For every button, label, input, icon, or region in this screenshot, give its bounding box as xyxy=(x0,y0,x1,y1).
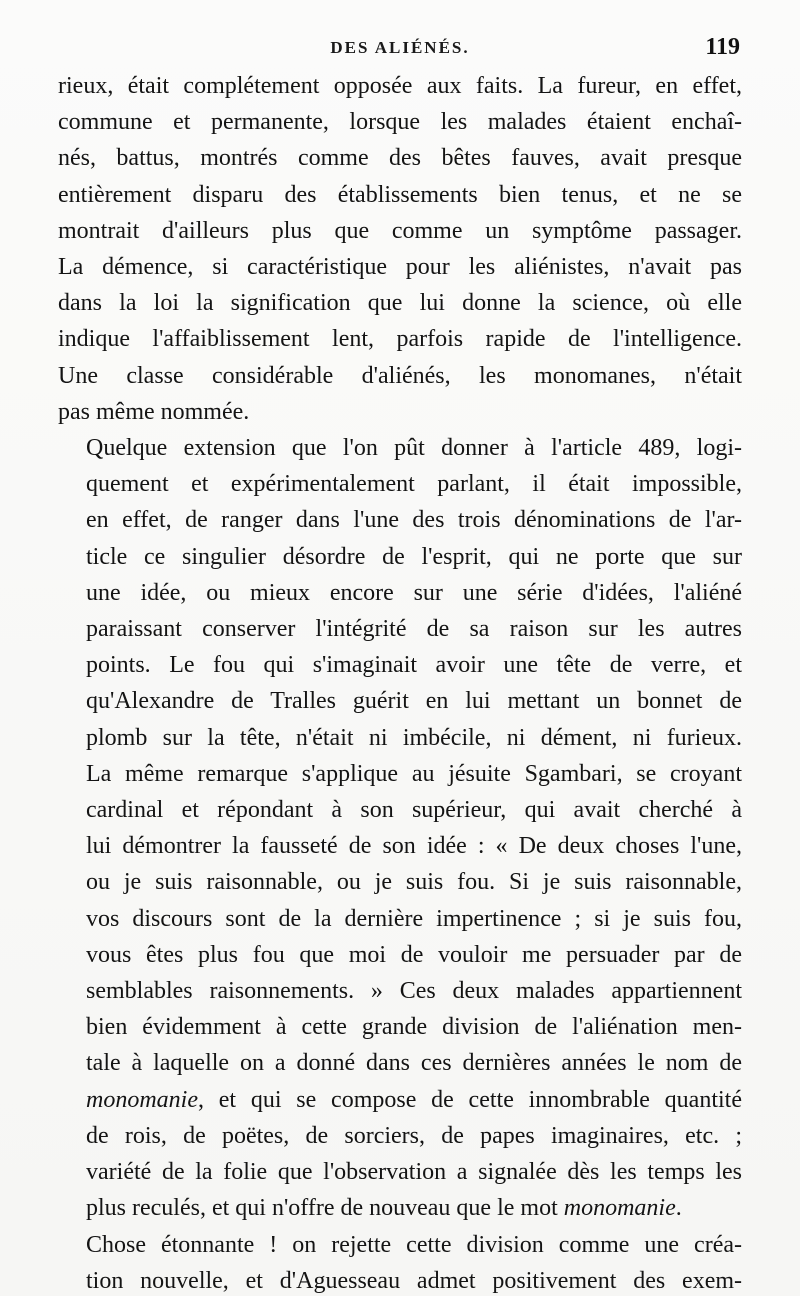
text-line: quement et expérimentalement parlant, il était impossible, xyxy=(86,471,742,498)
text-line: bien évidemment à cette grande division de l'aliénation men- xyxy=(86,1014,742,1041)
text-line: ticle ce singulier désordre de l'esprit, qui ne porte que sur xyxy=(86,543,742,570)
text-line: monomanie, et qui se compose de cette innombrable quantité xyxy=(86,1086,742,1113)
text-line: qu'Alexandre de Tralles guérit en lui mettant un bonnet de xyxy=(86,688,742,715)
text-line: plus reculés, et qui n'offre de nouveau que le mot monomanie. xyxy=(86,1195,682,1222)
paragraph-1 xyxy=(58,68,742,430)
text-line: tale à laquelle on a donné dans ces dernières années le nom de xyxy=(86,1050,742,1077)
text-line: commune et permanente, lorsque les malades étaient enchaî- xyxy=(58,109,742,136)
italic-term: monomanie xyxy=(563,1195,676,1222)
text-line: dans la loi la signification que lui donne la science, où elle xyxy=(58,290,742,317)
text-line: une idée, ou mieux encore sur une série d'idées, l'aliéné xyxy=(86,579,742,606)
text-line: pas même nommée. xyxy=(58,398,250,425)
page-number: 119 xyxy=(705,34,740,60)
body-text xyxy=(58,68,742,1299)
text-line: points. Le fou qui s'imaginait avoir une tête de verre, et xyxy=(86,652,742,679)
text-line: Quelque extension que l'on pût donner à l'article 489, logi- xyxy=(86,435,742,462)
text-line: Chose étonnante ! on rejette cette division comme une créa- xyxy=(86,1231,742,1258)
paragraph-3 xyxy=(58,1227,742,1299)
text-line: vous êtes plus fou que moi de vouloir me persuader par de xyxy=(86,941,742,968)
text-line: entièrement disparu des établissements bien tenus, et ne se xyxy=(58,181,742,208)
text-line: ou je suis raisonnable, ou je suis fou. Si je suis raisonnable, xyxy=(86,869,742,896)
text-line: paraissant conserver l'intégrité de sa raison sur les autres xyxy=(86,616,742,643)
text-line: La même remarque s'applique au jésuite Sgambari, se croyant xyxy=(86,760,742,787)
text-line: de rois, de poëtes, de sorciers, de papes imaginaires, etc. ; xyxy=(86,1122,742,1149)
text-line: indique l'affaiblissement lent, parfois rapide de l'intelligence. xyxy=(58,326,742,353)
text-line: vos discours sont de la dernière impertinence ; si je suis fou, xyxy=(86,905,742,932)
text-line: cardinal et répondant à son supérieur, qui avait cherché à xyxy=(86,797,742,824)
running-head: DES ALIÉNÉS. xyxy=(330,38,470,57)
paragraph-2 xyxy=(58,430,742,1226)
text-line: semblables raisonnements. » Ces deux malades appartiennent xyxy=(86,978,742,1005)
text-line: en effet, de ranger dans l'une des trois dénominations de l'ar- xyxy=(86,507,742,534)
text-line: plomb sur la tête, n'était ni imbécile, ni dément, ni furieux. xyxy=(86,724,742,751)
italic-term: monomanie xyxy=(86,1086,198,1113)
text-line: nés, battus, montrés comme des bêtes fauves, avait presque xyxy=(58,145,742,172)
text-line: montrait d'ailleurs plus que comme un symptôme passager. xyxy=(58,217,742,244)
text-line: Une classe considérable d'aliénés, les monomanes, n'était xyxy=(58,362,742,389)
text-line: tion nouvelle, et d'Aguesseau admet positivement des exem- xyxy=(86,1267,742,1294)
text-line: variété de la folie que l'observation a signalée dès les temps les xyxy=(86,1159,742,1186)
text-line: La démence, si caractéristique pour les aliénistes, n'avait pas xyxy=(58,254,742,281)
text-line: rieux, était complétement opposée aux faits. La fureur, en effet, xyxy=(58,73,742,99)
text-line: lui démontrer la fausseté de son idée : « De deux choses l'une, xyxy=(86,833,742,860)
